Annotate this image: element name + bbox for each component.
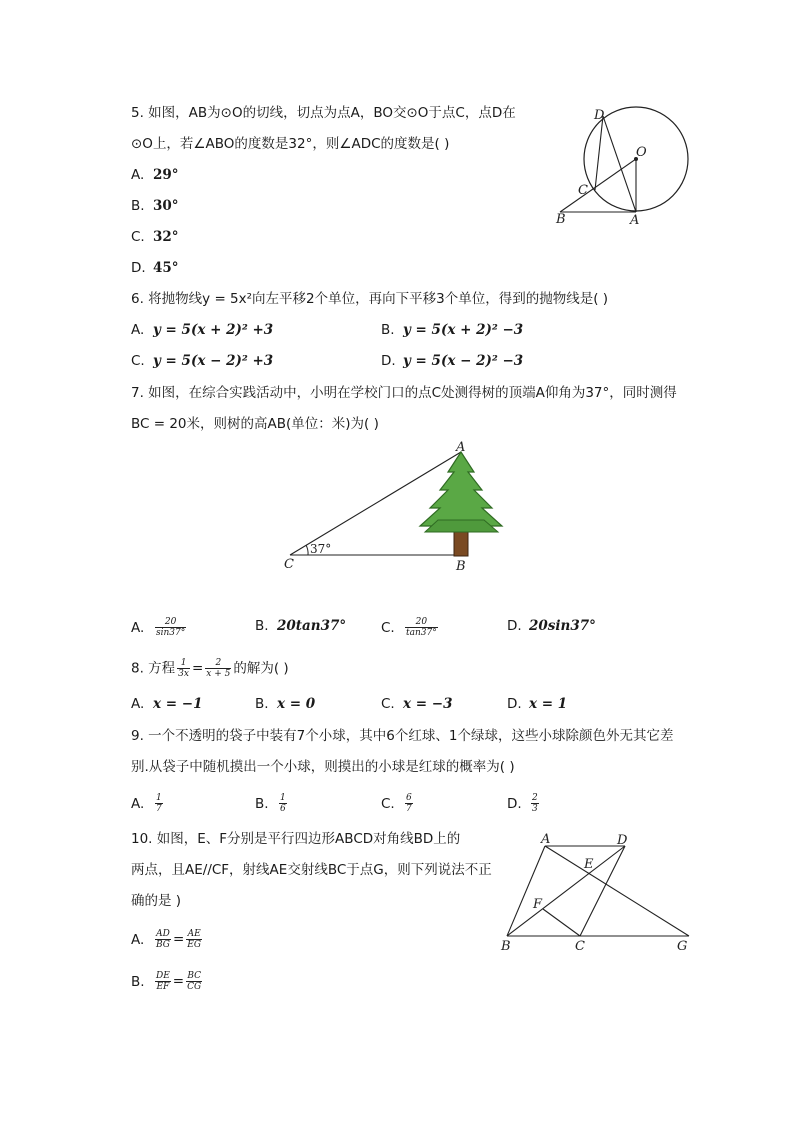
q10-label-a: A [541,832,551,847]
q6-option-b: B. y = 5(x + 2)² −3 [381,322,524,338]
q10-option-a: A. $\frac{AD}{BG}$ = $\frac{AE}{EG}$ [131,929,202,950]
q7-angle-label: 37° [310,542,332,556]
q8-option-c: C. x = −3 [381,696,453,712]
q5-label-b: B [556,212,566,227]
q9-option-c: C. $\frac{6}{7}$ [381,793,412,814]
q10-stem-line3: 确的是 ) [131,893,182,909]
q7-stem-line2: BC = 20米，则树的高AB(单位：米)为( ) [131,416,379,432]
q8-option-d: D. x = 1 [507,696,568,712]
q10-option-b: B. $\frac{DE}{EF}$ = $\frac{BC}{CG}$ [131,971,202,992]
q7-label-a: A [456,440,466,455]
q6-option-d: D. y = 5(x − 2)² −3 [381,353,524,369]
tree-icon [420,452,502,556]
q5-option-c: C. 32° [131,229,179,245]
q10-label-g: G [677,939,688,954]
q5-stem-line2: ⊙O上，若∠ABO的度数是32°，则∠ADC的度数是( ) [131,136,450,152]
q7-option-a: A. $\frac{20}{\sin 37^\circ}$ [131,617,186,638]
q5-label-a: A [630,213,640,228]
q7-option-c: C. $\frac{20}{\tan 37^\circ}$ [381,617,437,638]
q5-option-d: D. 45° [131,260,179,276]
q7-label-c: C [284,557,294,572]
q10-stem-line2: 两点，且AE//CF，射线AE交射线BC于点G，则下列说法不正 [131,862,492,878]
q10-label-e: E [584,857,594,872]
q10-label-c: C [575,939,585,954]
q5-stem-line1: 5. 如图，AB为⊙O的切线，切点为点A，BO交⊙O于点C，点D在 [131,105,516,121]
q6-option-a: A. y = 5(x + 2)² +3 [131,322,274,338]
q7-label-b: B [456,559,466,574]
q9-option-a: A. $\frac{1}{7}$ [131,793,162,814]
q5-label-c: C [578,183,588,198]
q10-stem-line1: 10. 如图，E、F分别是平行四边形ABCD对角线BD上的 [131,831,461,847]
q10-label-b: B [501,939,511,954]
q8-stem: 8. 方程 $\frac{1}{3x}$ = $\frac{2}{x + 5}$ 的解为( ) [131,658,289,679]
q5-option-b: B. 30° [131,198,179,214]
q7-option-b: B. 20tan37° [255,618,347,634]
q9-option-d: D. $\frac{2}{3}$ [507,793,538,814]
q7-option-d: D. 20sin37° [507,618,596,634]
q10-label-f: F [533,897,543,912]
q6-stem: 6. 将抛物线y = 5x²向左平移2个单位，再向下平移3个单位，得到的抛物线是( ) [131,291,609,307]
q9-stem-line2: 别.从袋子中随机摸出一个小球，则摸出的小球是红球的概率为( ) [131,759,515,775]
q7-stem-line1: 7. 如图，在综合实践活动中，小明在学校门口的点C处测得树的顶端A仰角为37°，同时测得 [131,385,677,401]
q5-circle-figure [550,100,700,230]
q10-parallelogram-figure [495,830,700,955]
q9-option-b: B. $\frac{1}{6}$ [255,793,286,814]
q9-stem-line1: 9. 一个不透明的袋子中装有7个小球，其中6个红球、1个绿球，这些小球除颜色外无其它差 [131,728,674,744]
q5-option-a: A. 29° [131,167,179,183]
q8-option-b: B. x = 0 [255,696,316,712]
q10-label-d: D [617,833,628,848]
q5-label-o: O [636,145,647,160]
q7-tree-figure [280,440,510,575]
q6-option-c: C. y = 5(x − 2)² +3 [131,353,274,369]
q5-label-d: D [594,108,605,123]
q8-option-a: A. x = −1 [131,696,203,712]
